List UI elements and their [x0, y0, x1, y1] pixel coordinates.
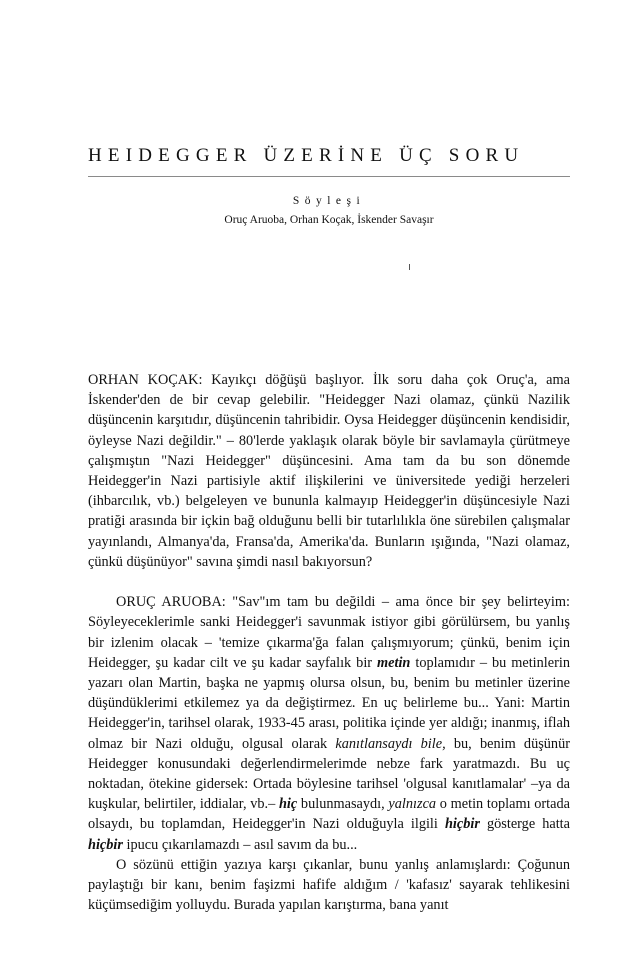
paragraph-text: ORUÇ ARUOBA: "Sav"ım tam bu değildi – ama önce bir şey belirteyim: Söyleyeceklerimle sanki Heidegger'i savunmak istiyor gibi görülürsem, bu yanlış bir izlenim olacak – 'temize çıkarma'ğa falan çalışmıyorum; çünkü, benim için Heidegger, şu kadar cilt ve şu kadar sayfalık bir — [88, 594, 570, 671]
paragraph-continuation — [88, 855, 570, 916]
paragraph-text: O sözünü ettiğin yazıya karşı çıkanlar, bunu yanlış anlamışlardı: Çoğunun paylaştığı bir kanı, benim faşizmi hafife aldığım / 'kafasız' sayarak tehlikesini küçümsediğim yolluydu. Burada yapılan karıştırma, bana yanıt — [88, 856, 570, 914]
subtitle: Söyleşi — [292, 195, 366, 207]
authors-line: Oruç Aruoba, Orhan Koçak, İskender Savaşır — [224, 214, 434, 226]
paragraph-text: ipucu çıkarılamazdı – asıl savım da bu... — [122, 836, 358, 853]
paragraph-text: bulunmasaydı, — [297, 796, 389, 813]
emphasis-hicbir-2: hiçbir — [88, 836, 123, 853]
emphasis-yalnizca: yalnızca — [388, 796, 437, 813]
paragraph-text: gösterge hatta — [479, 816, 571, 833]
body-text — [88, 370, 570, 915]
paragraph-text: toplamıdır – bu metinlerin yazarı olan Martin, başka ne yapmış olursa olsun, bu, benim bu metinler üzerine düşündüklerimi etkilemez ya da değiştirmez. En uç belirleme bu... Yani: Martin Heidegger'in, tarihsel olarak, 1933-45 arası, politika içinde yer aldığı; inanmış, iflah olmaz bir Nazi olduğu, olgusal olarak — [88, 654, 571, 752]
emphasis-kanitlansaydi: kanıtlansaydı bile, — [335, 735, 446, 752]
title-rule — [88, 176, 570, 177]
paragraph-text: o metin toplamı ortada olsaydı, bu toplamdan, Heidegger'in Nazi olduğuyla ilgili — [88, 796, 570, 833]
emphasis-hicbir: hiçbir — [444, 816, 480, 833]
paragraph-text: ORHAN KOÇAK: Kayıkçı döğüşü başlıyor. İlk soru daha çok Oruç'a, ama İskender'den de bir cevap gelebilir. "Heidegger Nazi olamaz, çünkü Nazilik düşüncenin karşıtıdır, düşüncenin tahribidir. Oysa Heidegger düşüncenin kendisidir, öyleyse Nazi değildir." – 80'lerde yaklaşık olarak böyle bir savlamayla çürütmeye çalışmıştın "Nazi Heidegger" düşüncesini. Ama tam da bu son dönemde Heidegger'in Nazi partisiyle aktif ilişkilerini ve üniversitede yediği herzeleri (ihbarcılık, vb.) belgeleyen ve bununla kalmayıp Heidegger'in düşüncesiyle Nazi pratiği arasında bir içkin bağ olduğunu belli bir tutarlılıkla öne sürebilen çalışmalar yayınlandı, Almanya'da, Fransa'da, Amerika'da. Bunların ışığında, "Nazi olamaz, çünkü düşünüyor" savına şimdi nasıl bakıyorsun? — [88, 372, 570, 570]
emphasis-metin: metin — [377, 654, 411, 671]
page-title: HEIDEGGER ÜZERİNE ÜÇ SORU — [88, 145, 525, 166]
paragraph-oruc-aruoba — [88, 592, 570, 855]
emphasis-hic: hiç — [278, 796, 298, 813]
paragraph-text: bu, benim düşünür Heidegger konusundaki değerlendirmelerimde nebze fark yaratmazdı. Bu uç noktadan, ötekine gidersek: Ortada böylesine tarihsel 'olgusal kanıtlamalar' –ya da kuşkular, belirtiler, iddialar, vb.– — [88, 735, 570, 813]
stray-mark — [409, 264, 410, 270]
paragraph-orhan-kocak — [88, 370, 570, 572]
